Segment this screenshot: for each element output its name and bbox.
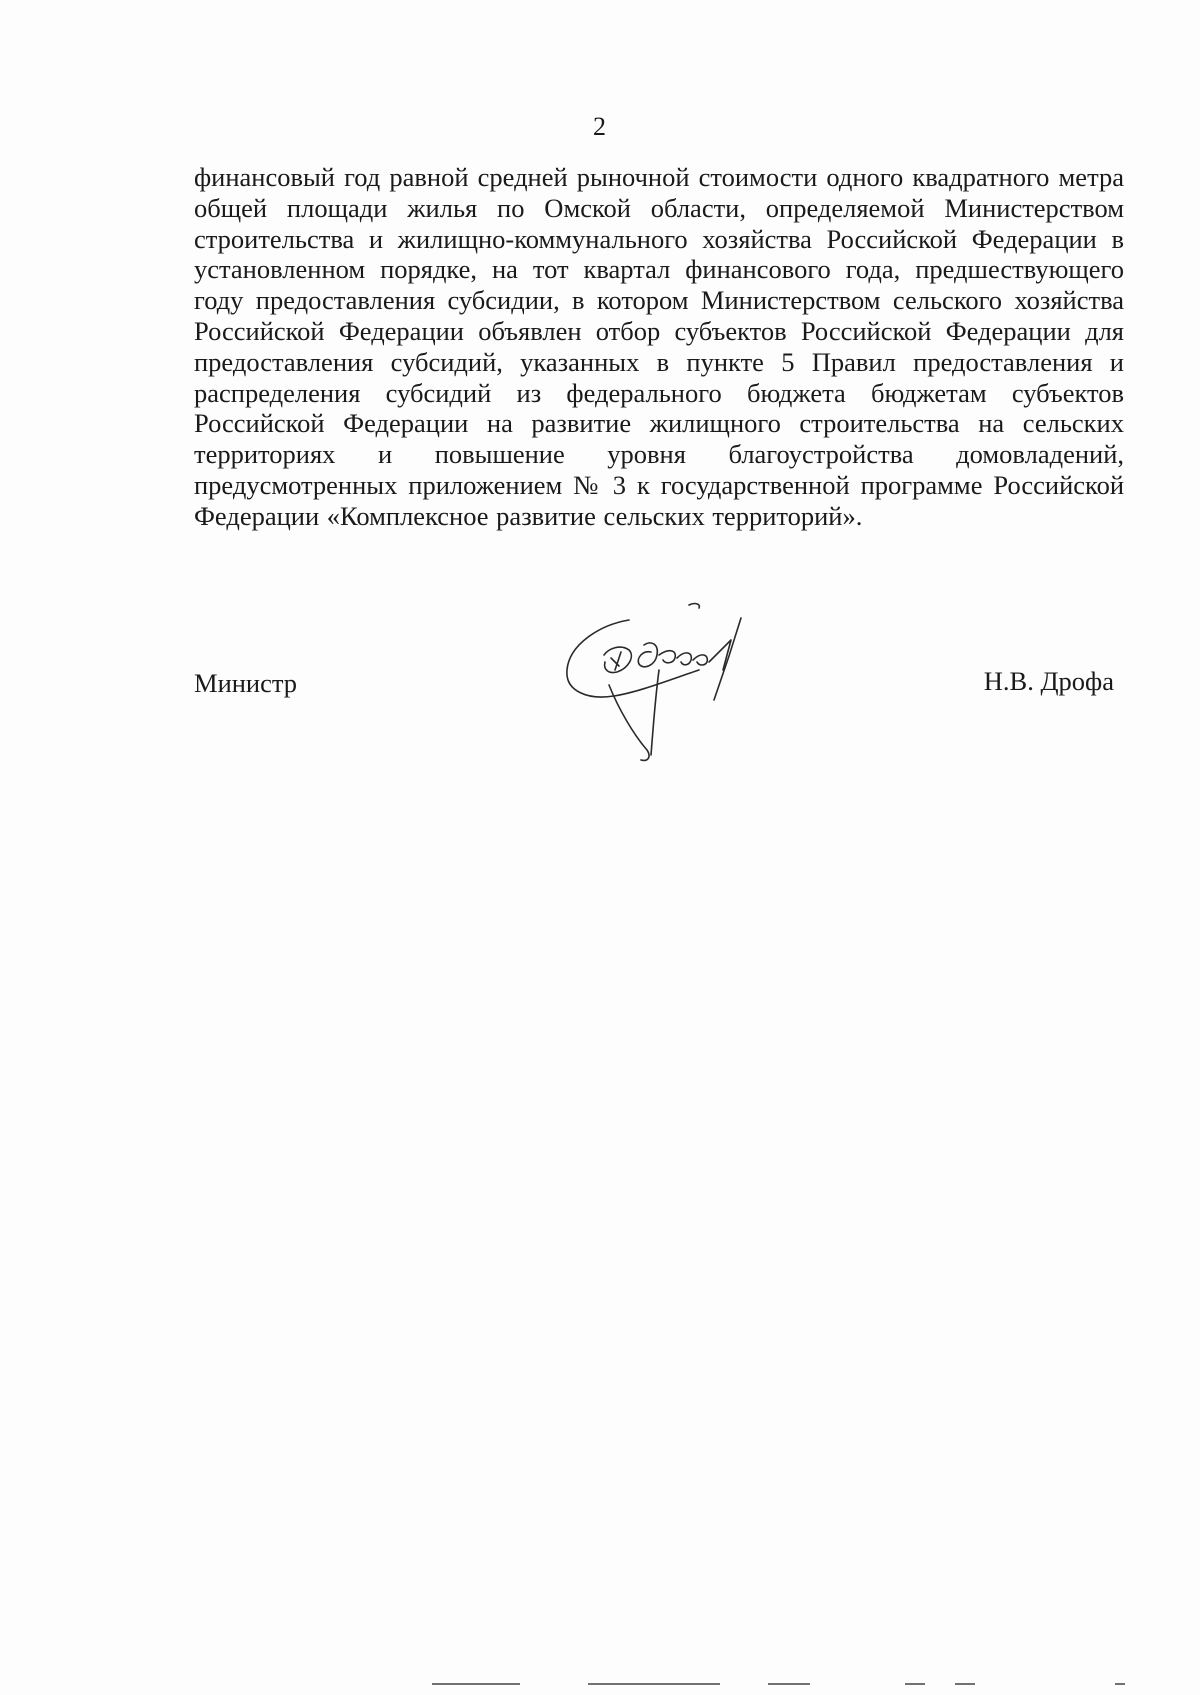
position-title: Министр (194, 668, 298, 698)
signature-block (194, 600, 1124, 780)
handwritten-signature (559, 600, 779, 780)
signer-name: Н.В. Дрофа (983, 666, 1114, 696)
scan-artifact-marks (0, 1678, 1200, 1690)
page-number: 2 (593, 112, 607, 141)
body-paragraph: финансовый год равной средней рыночной стоимости одного квадратного метра общей площади жилья по Омской области, определяемой Министерством строительства и жилищно-коммунального хозяйства Российской Федерации в установленном порядке, на тот квартал финансового года, предшествующего году предоставления субсидии, в котором Министерством сельского хозяйства Российской Федерации объявлен отбор субъектов Российской Федерации для предоставления субсидий, указанных в пункте 5 Правил предоставления и распределения субсидий из федерального бюджета бюджетам субъектов Российской Федерации на развитие жилищного строительства на сельских территориях и повышение уровня благоустройства домовладений, предусмотренных приложением № 3 к государственной программе Российской Федерации «Комплексное развитие сельских территорий». (194, 162, 1124, 531)
